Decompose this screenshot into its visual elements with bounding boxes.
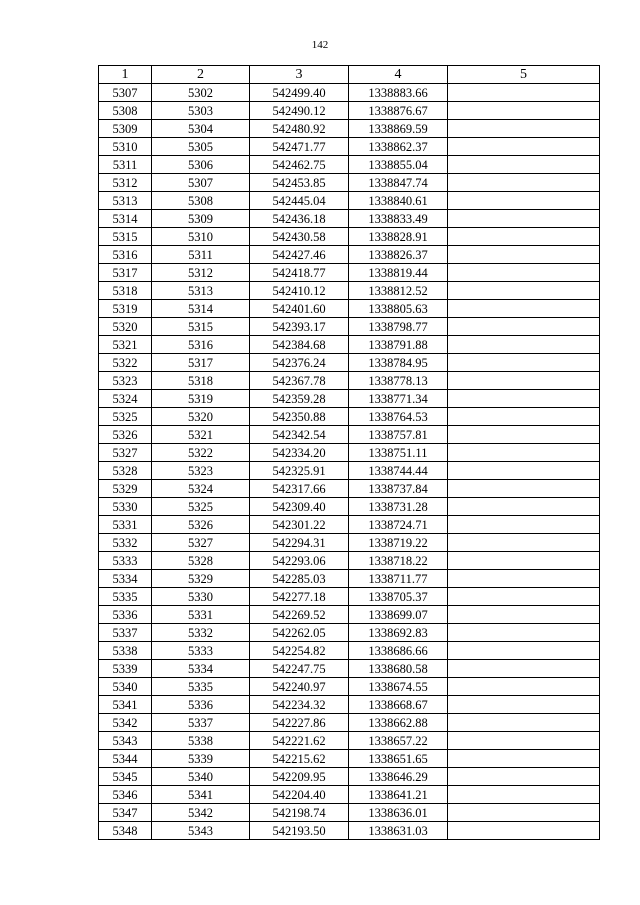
- table-cell-col-2: 5335: [152, 678, 250, 696]
- table-row: [99, 192, 600, 210]
- table-cell-col-2: 5340: [152, 768, 250, 786]
- table-cell-col-5: [448, 210, 600, 228]
- table-cell-col-5: [448, 102, 600, 120]
- table-row: [99, 642, 600, 660]
- table-row: [99, 534, 600, 552]
- table-cell-col-5: [448, 516, 600, 534]
- table-cell-col-3: 542453.85: [250, 174, 349, 192]
- table-row: [99, 300, 600, 318]
- table-cell-col-5: [448, 588, 600, 606]
- table-cell-col-5: [448, 624, 600, 642]
- table-cell-col-5: [448, 264, 600, 282]
- table-cell-col-4: 1338699.07: [349, 606, 448, 624]
- table-cell-col-5: [448, 480, 600, 498]
- table-cell-col-5: [448, 552, 600, 570]
- table-cell-col-3: 542384.68: [250, 336, 349, 354]
- table-cell-col-1: 5327: [99, 444, 152, 462]
- table-row: [99, 228, 600, 246]
- table-cell-col-4: 1338771.34: [349, 390, 448, 408]
- table-cell-col-4: 1338862.37: [349, 138, 448, 156]
- table-row: [99, 696, 600, 714]
- table-row: [99, 282, 600, 300]
- table-cell-col-1: 5331: [99, 516, 152, 534]
- table-row: [99, 408, 600, 426]
- table-cell-col-3: 542317.66: [250, 480, 349, 498]
- table-cell-col-1: 5310: [99, 138, 152, 156]
- table-cell-col-4: 1338840.61: [349, 192, 448, 210]
- table-cell-col-4: 1338641.21: [349, 786, 448, 804]
- table-cell-col-1: 5342: [99, 714, 152, 732]
- table-cell-col-2: 5326: [152, 516, 250, 534]
- table-cell-col-3: 542262.05: [250, 624, 349, 642]
- table-cell-col-3: 542436.18: [250, 210, 349, 228]
- table-cell-col-1: 5317: [99, 264, 152, 282]
- table-cell-col-2: 5309: [152, 210, 250, 228]
- table-cell-col-3: 542309.40: [250, 498, 349, 516]
- table-cell-col-4: 1338737.84: [349, 480, 448, 498]
- table-cell-col-2: 5323: [152, 462, 250, 480]
- table-cell-col-5: [448, 660, 600, 678]
- table-cell-col-1: 5340: [99, 678, 152, 696]
- table-cell-col-4: 1338828.91: [349, 228, 448, 246]
- table-cell-col-1: 5307: [99, 84, 152, 102]
- table-cell-col-1: 5337: [99, 624, 152, 642]
- column-header-5: 5: [448, 66, 600, 84]
- table-cell-col-3: 542301.22: [250, 516, 349, 534]
- table-cell-col-3: 542254.82: [250, 642, 349, 660]
- table-cell-col-5: [448, 138, 600, 156]
- table-cell-col-4: 1338657.22: [349, 732, 448, 750]
- table-row: [99, 426, 600, 444]
- table-cell-col-3: 542401.60: [250, 300, 349, 318]
- table-header: [99, 66, 600, 84]
- table-cell-col-4: 1338674.55: [349, 678, 448, 696]
- table-cell-col-2: 5321: [152, 426, 250, 444]
- table-row: [99, 174, 600, 192]
- table-cell-col-3: 542471.77: [250, 138, 349, 156]
- table-cell-col-2: 5310: [152, 228, 250, 246]
- table-cell-col-5: [448, 642, 600, 660]
- table-cell-col-2: 5329: [152, 570, 250, 588]
- table-row: [99, 462, 600, 480]
- table-cell-col-4: 1338718.22: [349, 552, 448, 570]
- table-row: [99, 660, 600, 678]
- table-cell-col-2: 5320: [152, 408, 250, 426]
- table-cell-col-2: 5314: [152, 300, 250, 318]
- table-cell-col-4: 1338883.66: [349, 84, 448, 102]
- table-row: [99, 714, 600, 732]
- table-row: [99, 336, 600, 354]
- table-cell-col-3: 542215.62: [250, 750, 349, 768]
- table-row: [99, 498, 600, 516]
- table-row: [99, 786, 600, 804]
- table-cell-col-5: [448, 300, 600, 318]
- table-row: [99, 210, 600, 228]
- header-row: [99, 66, 600, 84]
- table-row: [99, 624, 600, 642]
- table-cell-col-2: 5338: [152, 732, 250, 750]
- table-cell-col-1: 5315: [99, 228, 152, 246]
- table-cell-col-1: 5344: [99, 750, 152, 768]
- table-cell-col-5: [448, 426, 600, 444]
- table-cell-col-4: 1338662.88: [349, 714, 448, 732]
- table-cell-col-2: 5336: [152, 696, 250, 714]
- table-cell-col-3: 542234.32: [250, 696, 349, 714]
- table-cell-col-4: 1338805.63: [349, 300, 448, 318]
- table-cell-col-2: 5334: [152, 660, 250, 678]
- table-cell-col-2: 5308: [152, 192, 250, 210]
- table-cell-col-4: 1338784.95: [349, 354, 448, 372]
- table-cell-col-4: 1338744.44: [349, 462, 448, 480]
- table-cell-col-4: 1338724.71: [349, 516, 448, 534]
- table-cell-col-4: 1338719.22: [349, 534, 448, 552]
- table-cell-col-2: 5325: [152, 498, 250, 516]
- column-header-2: 2: [152, 66, 250, 84]
- table-cell-col-5: [448, 336, 600, 354]
- table-cell-col-1: 5345: [99, 768, 152, 786]
- table-cell-col-1: 5343: [99, 732, 152, 750]
- table-cell-col-1: 5325: [99, 408, 152, 426]
- table-row: [99, 570, 600, 588]
- table-cell-col-4: 1338869.59: [349, 120, 448, 138]
- table-row: [99, 390, 600, 408]
- table-cell-col-4: 1338631.03: [349, 822, 448, 840]
- table-cell-col-5: [448, 354, 600, 372]
- table-cell-col-3: 542462.75: [250, 156, 349, 174]
- table-cell-col-2: 5319: [152, 390, 250, 408]
- table-cell-col-4: 1338826.37: [349, 246, 448, 264]
- table-cell-col-5: [448, 318, 600, 336]
- table-row: [99, 552, 600, 570]
- table-cell-col-3: 542221.62: [250, 732, 349, 750]
- table-cell-col-4: 1338855.04: [349, 156, 448, 174]
- table-cell-col-5: [448, 246, 600, 264]
- table-body: [99, 84, 600, 840]
- table-cell-col-1: 5318: [99, 282, 152, 300]
- table-row: [99, 102, 600, 120]
- table-cell-col-1: 5335: [99, 588, 152, 606]
- table-cell-col-3: 542198.74: [250, 804, 349, 822]
- table-row: [99, 804, 600, 822]
- table-cell-col-3: 542193.50: [250, 822, 349, 840]
- table-cell-col-1: 5348: [99, 822, 152, 840]
- table-cell-col-5: [448, 696, 600, 714]
- table-cell-col-4: 1338819.44: [349, 264, 448, 282]
- table-cell-col-1: 5322: [99, 354, 152, 372]
- table-cell-col-2: 5324: [152, 480, 250, 498]
- table-cell-col-5: [448, 462, 600, 480]
- table-cell-col-2: 5315: [152, 318, 250, 336]
- table-row: [99, 84, 600, 102]
- table-row: [99, 732, 600, 750]
- table-cell-col-1: 5320: [99, 318, 152, 336]
- table-cell-col-3: 542376.24: [250, 354, 349, 372]
- table-cell-col-5: [448, 714, 600, 732]
- table-cell-col-3: 542227.86: [250, 714, 349, 732]
- table-cell-col-1: 5316: [99, 246, 152, 264]
- table-cell-col-3: 542445.04: [250, 192, 349, 210]
- table-cell-col-3: 542209.95: [250, 768, 349, 786]
- table-cell-col-5: [448, 606, 600, 624]
- table-row: [99, 678, 600, 696]
- table-row: [99, 768, 600, 786]
- table-cell-col-5: [448, 498, 600, 516]
- table-cell-col-4: 1338646.29: [349, 768, 448, 786]
- table-cell-col-2: 5317: [152, 354, 250, 372]
- table-row: [99, 318, 600, 336]
- table-cell-col-2: 5331: [152, 606, 250, 624]
- table-cell-col-1: 5308: [99, 102, 152, 120]
- table-cell-col-4: 1338751.11: [349, 444, 448, 462]
- table-cell-col-3: 542480.92: [250, 120, 349, 138]
- table-cell-col-3: 542418.77: [250, 264, 349, 282]
- table-cell-col-3: 542334.20: [250, 444, 349, 462]
- table-cell-col-4: 1338847.74: [349, 174, 448, 192]
- table-cell-col-1: 5323: [99, 372, 152, 390]
- table-cell-col-3: 542247.75: [250, 660, 349, 678]
- table-cell-col-3: 542359.28: [250, 390, 349, 408]
- table-cell-col-2: 5341: [152, 786, 250, 804]
- table-cell-col-4: 1338686.66: [349, 642, 448, 660]
- table-cell-col-3: 542277.18: [250, 588, 349, 606]
- table-cell-col-1: 5312: [99, 174, 152, 192]
- table-cell-col-5: [448, 750, 600, 768]
- table-cell-col-3: 542430.58: [250, 228, 349, 246]
- table-cell-col-4: 1338833.49: [349, 210, 448, 228]
- table-cell-col-1: 5339: [99, 660, 152, 678]
- table-cell-col-2: 5311: [152, 246, 250, 264]
- table-cell-col-2: 5312: [152, 264, 250, 282]
- table-cell-col-1: 5328: [99, 462, 152, 480]
- table-cell-col-5: [448, 372, 600, 390]
- page-number: 142: [311, 39, 329, 51]
- table-row: [99, 156, 600, 174]
- table-cell-col-4: 1338651.65: [349, 750, 448, 768]
- coordinates-table: [98, 65, 600, 840]
- table-cell-col-5: [448, 534, 600, 552]
- table-row: [99, 516, 600, 534]
- table-cell-col-1: 5313: [99, 192, 152, 210]
- table-cell-col-3: 542325.91: [250, 462, 349, 480]
- table-cell-col-1: 5311: [99, 156, 152, 174]
- table-cell-col-2: 5339: [152, 750, 250, 768]
- table-cell-col-5: [448, 444, 600, 462]
- table-cell-col-1: 5330: [99, 498, 152, 516]
- table-cell-col-1: 5338: [99, 642, 152, 660]
- table-cell-col-5: [448, 228, 600, 246]
- table-cell-col-2: 5327: [152, 534, 250, 552]
- table-cell-col-1: 5329: [99, 480, 152, 498]
- table-cell-col-5: [448, 804, 600, 822]
- table-cell-col-2: 5316: [152, 336, 250, 354]
- table-cell-col-3: 542342.54: [250, 426, 349, 444]
- table-cell-col-5: [448, 84, 600, 102]
- table-row: [99, 246, 600, 264]
- table-row: [99, 588, 600, 606]
- table-cell-col-3: 542367.78: [250, 372, 349, 390]
- table-cell-col-4: 1338668.67: [349, 696, 448, 714]
- table-cell-col-3: 542350.88: [250, 408, 349, 426]
- table-cell-col-2: 5337: [152, 714, 250, 732]
- table-cell-col-1: 5324: [99, 390, 152, 408]
- table-cell-col-1: 5332: [99, 534, 152, 552]
- table-cell-col-3: 542285.03: [250, 570, 349, 588]
- table-cell-col-3: 542269.52: [250, 606, 349, 624]
- table-cell-col-4: 1338705.37: [349, 588, 448, 606]
- table-cell-col-5: [448, 192, 600, 210]
- table-cell-col-3: 542427.46: [250, 246, 349, 264]
- table-cell-col-1: 5336: [99, 606, 152, 624]
- table-cell-col-1: 5347: [99, 804, 152, 822]
- table-cell-col-3: 542293.06: [250, 552, 349, 570]
- table-row: [99, 138, 600, 156]
- table-cell-col-1: 5346: [99, 786, 152, 804]
- table-cell-col-5: [448, 408, 600, 426]
- table-cell-col-4: 1338812.52: [349, 282, 448, 300]
- table-cell-col-5: [448, 786, 600, 804]
- table-row: [99, 822, 600, 840]
- table-cell-col-2: 5304: [152, 120, 250, 138]
- table-cell-col-2: 5318: [152, 372, 250, 390]
- table-cell-col-2: 5333: [152, 642, 250, 660]
- table-row: [99, 264, 600, 282]
- table-cell-col-5: [448, 120, 600, 138]
- table-cell-col-4: 1338636.01: [349, 804, 448, 822]
- table-cell-col-1: 5326: [99, 426, 152, 444]
- table-cell-col-4: 1338791.88: [349, 336, 448, 354]
- table-cell-col-2: 5302: [152, 84, 250, 102]
- table-row: [99, 354, 600, 372]
- table-cell-col-5: [448, 282, 600, 300]
- table-cell-col-3: 542490.12: [250, 102, 349, 120]
- table-cell-col-2: 5307: [152, 174, 250, 192]
- table-row: [99, 372, 600, 390]
- table-cell-col-2: 5322: [152, 444, 250, 462]
- table-cell-col-2: 5306: [152, 156, 250, 174]
- table-cell-col-5: [448, 732, 600, 750]
- table-cell-col-5: [448, 822, 600, 840]
- table-cell-col-4: 1338876.67: [349, 102, 448, 120]
- table-cell-col-5: [448, 156, 600, 174]
- table-cell-col-1: 5319: [99, 300, 152, 318]
- table-cell-col-2: 5328: [152, 552, 250, 570]
- table-cell-col-4: 1338798.77: [349, 318, 448, 336]
- table-cell-col-1: 5314: [99, 210, 152, 228]
- table-cell-col-1: 5321: [99, 336, 152, 354]
- table-cell-col-4: 1338757.81: [349, 426, 448, 444]
- table-cell-col-5: [448, 174, 600, 192]
- table-cell-col-2: 5332: [152, 624, 250, 642]
- table-cell-col-4: 1338680.58: [349, 660, 448, 678]
- table-cell-col-2: 5305: [152, 138, 250, 156]
- table-row: [99, 120, 600, 138]
- table-cell-col-5: [448, 390, 600, 408]
- table-cell-col-5: [448, 768, 600, 786]
- table-cell-col-2: 5343: [152, 822, 250, 840]
- table-cell-col-3: 542393.17: [250, 318, 349, 336]
- table-cell-col-5: [448, 678, 600, 696]
- table-cell-col-4: 1338731.28: [349, 498, 448, 516]
- table-row: [99, 480, 600, 498]
- table-cell-col-1: 5341: [99, 696, 152, 714]
- table-cell-col-2: 5313: [152, 282, 250, 300]
- table-cell-col-5: [448, 570, 600, 588]
- column-header-4: 4: [349, 66, 448, 84]
- column-header-3: 3: [250, 66, 349, 84]
- table-cell-col-2: 5303: [152, 102, 250, 120]
- table-cell-col-4: 1338692.83: [349, 624, 448, 642]
- table-cell-col-3: 542499.40: [250, 84, 349, 102]
- table-cell-col-4: 1338778.13: [349, 372, 448, 390]
- table-cell-col-2: 5330: [152, 588, 250, 606]
- table-row: [99, 750, 600, 768]
- table-cell-col-3: 542204.40: [250, 786, 349, 804]
- table-cell-col-4: 1338764.53: [349, 408, 448, 426]
- table-row: [99, 606, 600, 624]
- column-header-1: 1: [99, 66, 152, 84]
- table-row: [99, 444, 600, 462]
- table-cell-col-1: 5334: [99, 570, 152, 588]
- table-cell-col-1: 5309: [99, 120, 152, 138]
- table-cell-col-3: 542240.97: [250, 678, 349, 696]
- table-cell-col-2: 5342: [152, 804, 250, 822]
- table-cell-col-3: 542294.31: [250, 534, 349, 552]
- table-cell-col-4: 1338711.77: [349, 570, 448, 588]
- table-cell-col-3: 542410.12: [250, 282, 349, 300]
- table-cell-col-1: 5333: [99, 552, 152, 570]
